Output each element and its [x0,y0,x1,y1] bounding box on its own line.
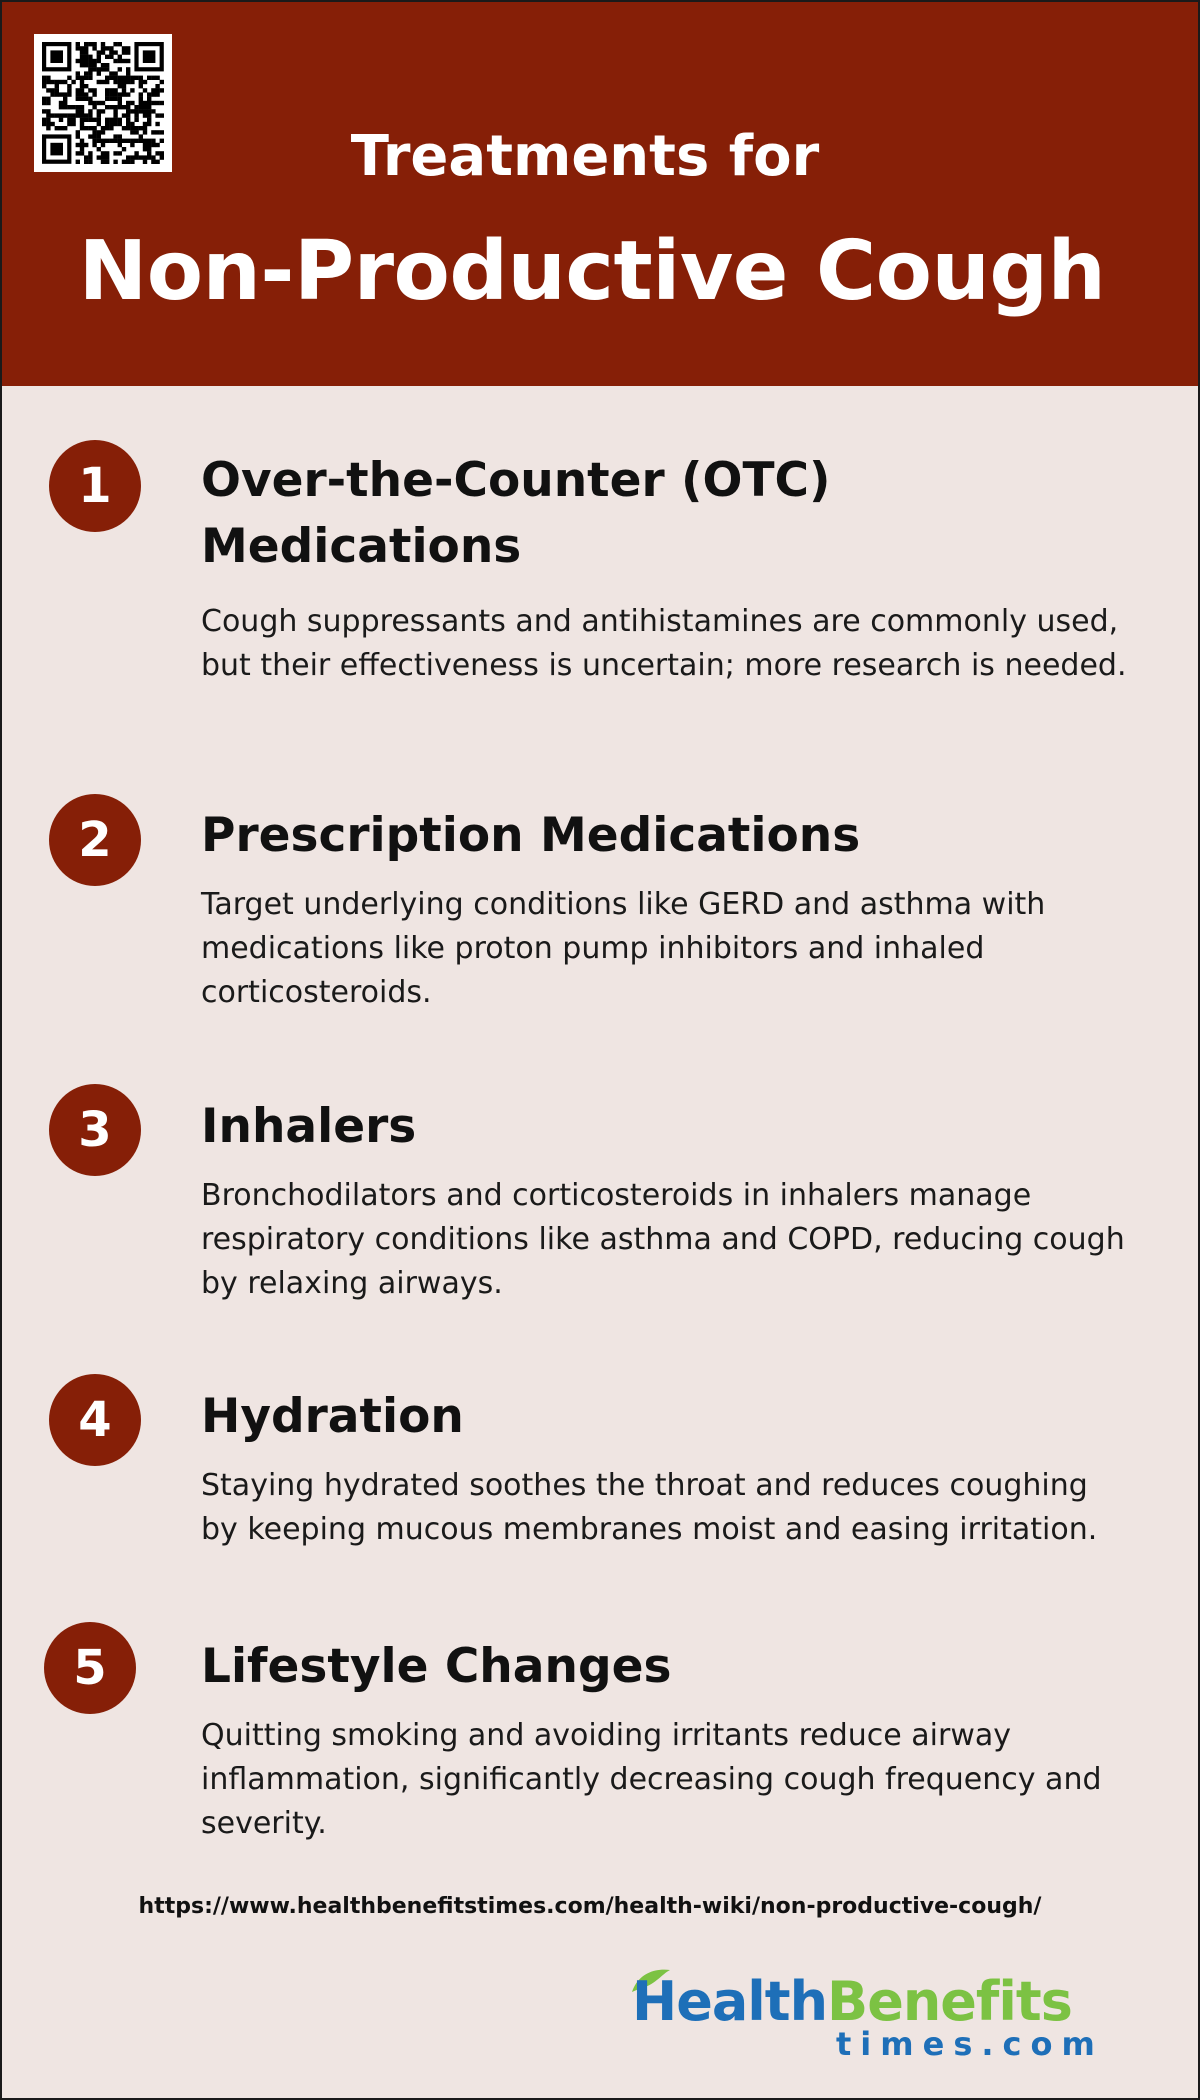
number-badge: 2 [49,794,141,886]
logo-word-benefits: Benefits [827,1970,1072,2033]
header-banner [2,2,1198,386]
number-badge: 4 [49,1374,141,1466]
item-title: Prescription Medications [201,808,861,863]
item-description: Staying hydrated soothes the throat and reduces coughing by keeping mucous membranes moist and easing irritation. [201,1468,1098,1547]
item-title: Inhalers [201,1099,417,1154]
brand-logo [632,1972,1112,2062]
number-badge: 3 [49,1084,141,1176]
item-description: Bronchodilators and corticosteroids in inhalers manage respiratory conditions like asthma and COPD, reducing cough by relaxing airways. [201,1178,1125,1301]
logo-domain: times.com [836,2025,1104,2063]
page-title: Non-Productive Cough [78,224,1106,319]
title-line-1: Treatments for [350,124,820,189]
item-title: Hydration [201,1389,464,1444]
logo-wordmark [632,1972,1072,2032]
item-title: Over-the-Counter (OTC) Medications [201,453,831,574]
item-description: Cough suppressants and antihistamines are commonly used, but their effectiveness is uncertain; more research is needed. [201,604,1127,683]
item-title: Lifestyle Changes [201,1639,672,1694]
source-url-link[interactable]: https://www.healthbenefitstimes.com/health-wiki/non-productive-cough/ [138,1894,1042,1919]
number-badge: 5 [44,1622,136,1714]
number-badge: 1 [49,440,141,532]
logo-word-health: Health [632,1970,828,2033]
item-description: Quitting smoking and avoiding irritants reduce airway inflammation, significantly decreasing cough frequency and severity. [201,1718,1102,1841]
item-description: Target underlying conditions like GERD and asthma with medications like proton pump inhibitors and inhaled corticosteroids. [201,887,1046,1010]
